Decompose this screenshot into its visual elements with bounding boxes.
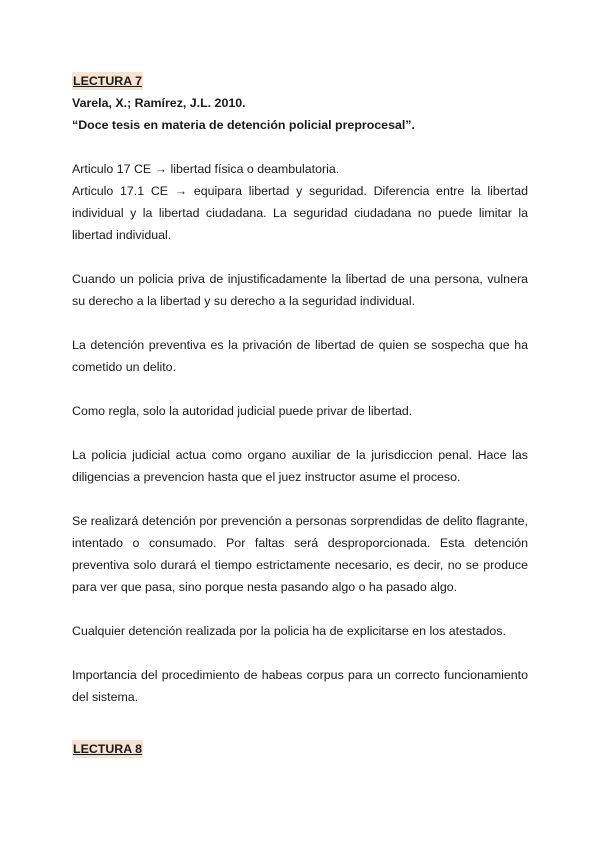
spacer — [72, 488, 528, 510]
paragraph-atestados: Cualquier detención realizada por la policia ha de explicitarse en los atestados. — [72, 624, 506, 638]
paragraph-habeas-corpus: Importancia del procedimiento de habeas corpus para un correcto funcionamiento del sistema. — [72, 668, 528, 704]
section-heading-lectura-8: LECTURA 8 — [73, 742, 143, 756]
document-page — [72, 70, 528, 708]
paragraph-policia-priva: Cuando un policia priva de injustificadamente la libertad de una persona, vulnera su derecho a la libertad y su derecho a la seguridad individual. — [72, 272, 528, 308]
title-line: “Doce tesis en materia de detención policial preprocesal”. — [72, 118, 415, 132]
paragraph-detencion-preventiva: La detención preventiva es la privación de libertad de quien se sospecha que ha cometido un delito. — [72, 338, 528, 374]
paragraph-como-regla: Como regla, solo la autoridad judicial puede privar de libertad. — [72, 404, 413, 418]
spacer — [72, 598, 528, 620]
spacer — [72, 246, 528, 268]
spacer — [72, 642, 528, 664]
paragraph-articulo-17-1: Articulo 17.1 CE → equipara libertad y seguridad. Diferencia entre la libertad individual y la libertad ciudadana. La seguridad ciudadana no puede limitar la libertad individual. — [72, 184, 528, 242]
heading-lectura-8-wrap — [72, 740, 143, 758]
spacer — [72, 422, 528, 444]
section-heading-lectura-7: LECTURA 7 — [73, 74, 143, 88]
paragraph-articulo-17: Articulo 17 CE → libertad física o deambulatoria. — [72, 162, 340, 176]
author-line: Varela, X.; Ramírez, J.L. 2010. — [72, 96, 246, 110]
spacer — [72, 378, 528, 400]
spacer — [72, 136, 528, 158]
spacer — [72, 312, 528, 334]
heading-lectura-7-wrap — [72, 70, 528, 92]
paragraph-detencion-prevencion: Se realizará detención por prevención a personas sorprendidas de delito flagrante, intentado o consumado. Por faltas será desproporcionada. Esta detención preventiva solo durará el tiempo estrictamente necesario, es decir, no se produce para ver que pasa, sino porque nesta pasando algo o ha pasado algo. — [72, 514, 528, 594]
paragraph-policia-judicial: La policia judicial actua como organo auxiliar de la jurisdiccion penal. Hace las diligencias a prevencion hasta que el juez instructor asume el proceso. — [72, 448, 528, 484]
